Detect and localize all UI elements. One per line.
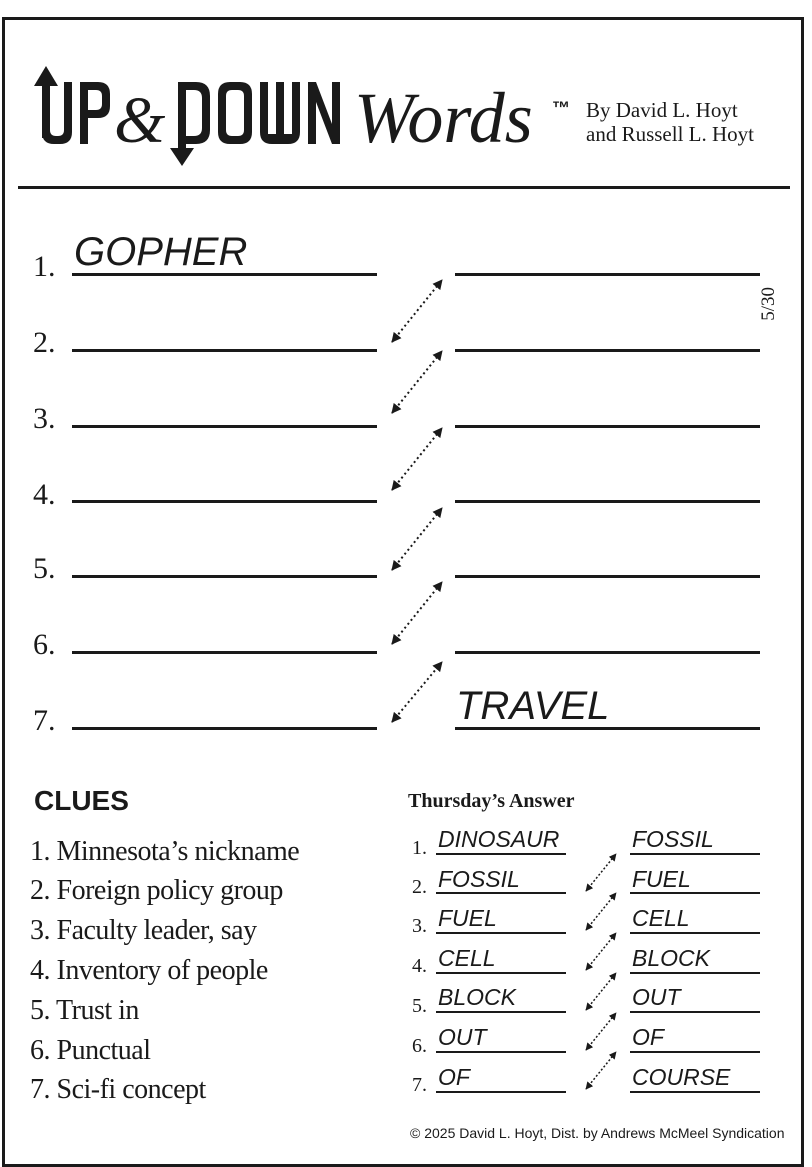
answer-left-word-7: OF — [438, 1064, 470, 1090]
answer-right-word-2: FUEL — [632, 866, 691, 892]
answer-number-1: 1. — [412, 837, 427, 859]
answer-heading: Thursday’s Answer — [408, 790, 575, 812]
byline-line-1: By David L. Hoyt — [586, 98, 738, 122]
answer-number-2: 2. — [412, 876, 427, 898]
clues-heading: CLUES — [34, 785, 129, 816]
row-number-7: 7. — [33, 704, 56, 737]
answer-left-line-4 — [436, 972, 566, 974]
answer-number-3: 3. — [412, 915, 427, 937]
answer-right-line-5 — [630, 1011, 760, 1013]
row-number-5: 5. — [33, 552, 56, 585]
answer-arrow-3 — [586, 933, 616, 970]
answer-left-word-2: FOSSIL — [438, 866, 520, 892]
given-word-bottom: TRAVEL — [456, 684, 610, 728]
answer-number-6: 6. — [412, 1035, 427, 1057]
svg-text:Words: Words — [354, 78, 533, 158]
answer-number-5: 5. — [412, 995, 427, 1017]
answer-arrow-5 — [586, 1013, 616, 1050]
connector-arrow-3 — [392, 428, 442, 490]
answer-right-word-7: COURSE — [632, 1064, 731, 1090]
answer-arrow-1 — [586, 854, 616, 891]
row-number-2: 2. — [33, 326, 56, 359]
given-word-top: GOPHER — [74, 230, 248, 274]
copyright-notice: © 2025 David L. Hoyt, Dist. by Andrews McMeel Syndication — [410, 1125, 785, 1141]
answer-right-word-5: OUT — [632, 984, 681, 1010]
row-number-1: 1. — [33, 250, 56, 283]
answer-right-line-7 — [630, 1091, 760, 1093]
clue-4: 4. Inventory of people — [30, 955, 268, 986]
answer-left-word-4: CELL — [438, 945, 496, 971]
clue-3: 3. Faculty leader, say — [30, 915, 257, 946]
clue-1: 1. Minnesota’s nickname — [30, 836, 300, 867]
connector-arrow-2 — [392, 351, 442, 413]
answer-right-line-6 — [630, 1051, 760, 1053]
answer-left-word-3: FUEL — [438, 905, 497, 931]
clue-5: 5. Trust in — [30, 995, 139, 1026]
answer-left-line-3 — [436, 932, 566, 934]
answer-left-line-7 — [436, 1091, 566, 1093]
svg-text:&: & — [114, 84, 166, 157]
clue-6: 6. Punctual — [30, 1035, 151, 1066]
answer-arrow-4 — [586, 973, 616, 1010]
connector-arrow-4 — [392, 508, 442, 570]
answer-left-word-6: OUT — [438, 1024, 487, 1050]
connector-arrow-6 — [392, 662, 442, 722]
answer-right-word-4: BLOCK — [632, 945, 710, 971]
answer-left-line-5 — [436, 1011, 566, 1013]
answer-left-word-1: DINOSAUR — [438, 826, 560, 852]
answer-arrow-6 — [586, 1052, 616, 1089]
answer-arrow-2 — [586, 893, 616, 930]
clue-2: 2. Foreign policy group — [30, 875, 283, 906]
answer-number-7: 7. — [412, 1074, 427, 1096]
answer-number-4: 4. — [412, 955, 427, 977]
row-number-6: 6. — [33, 628, 56, 661]
row-number-3: 3. — [33, 402, 56, 435]
answer-left-line-1 — [436, 853, 566, 855]
connector-arrow-5 — [392, 582, 442, 644]
answer-right-line-3 — [630, 932, 760, 934]
byline-line-2: and Russell L. Hoyt — [586, 122, 754, 146]
answer-right-line-1 — [630, 853, 760, 855]
answer-right-word-6: OF — [632, 1024, 664, 1050]
clue-7: 7. Sci-fi concept — [30, 1074, 206, 1105]
connector-arrow-1 — [392, 280, 442, 342]
answer-right-word-3: CELL — [632, 905, 690, 931]
answer-left-line-6 — [436, 1051, 566, 1053]
answer-right-word-1: FOSSIL — [632, 826, 714, 852]
puzzle-date: 5/30 — [758, 287, 779, 321]
row-number-4: 4. — [33, 478, 56, 511]
svg-text:™: ™ — [552, 98, 570, 118]
answer-right-line-4 — [630, 972, 760, 974]
answer-left-word-5: BLOCK — [438, 984, 516, 1010]
